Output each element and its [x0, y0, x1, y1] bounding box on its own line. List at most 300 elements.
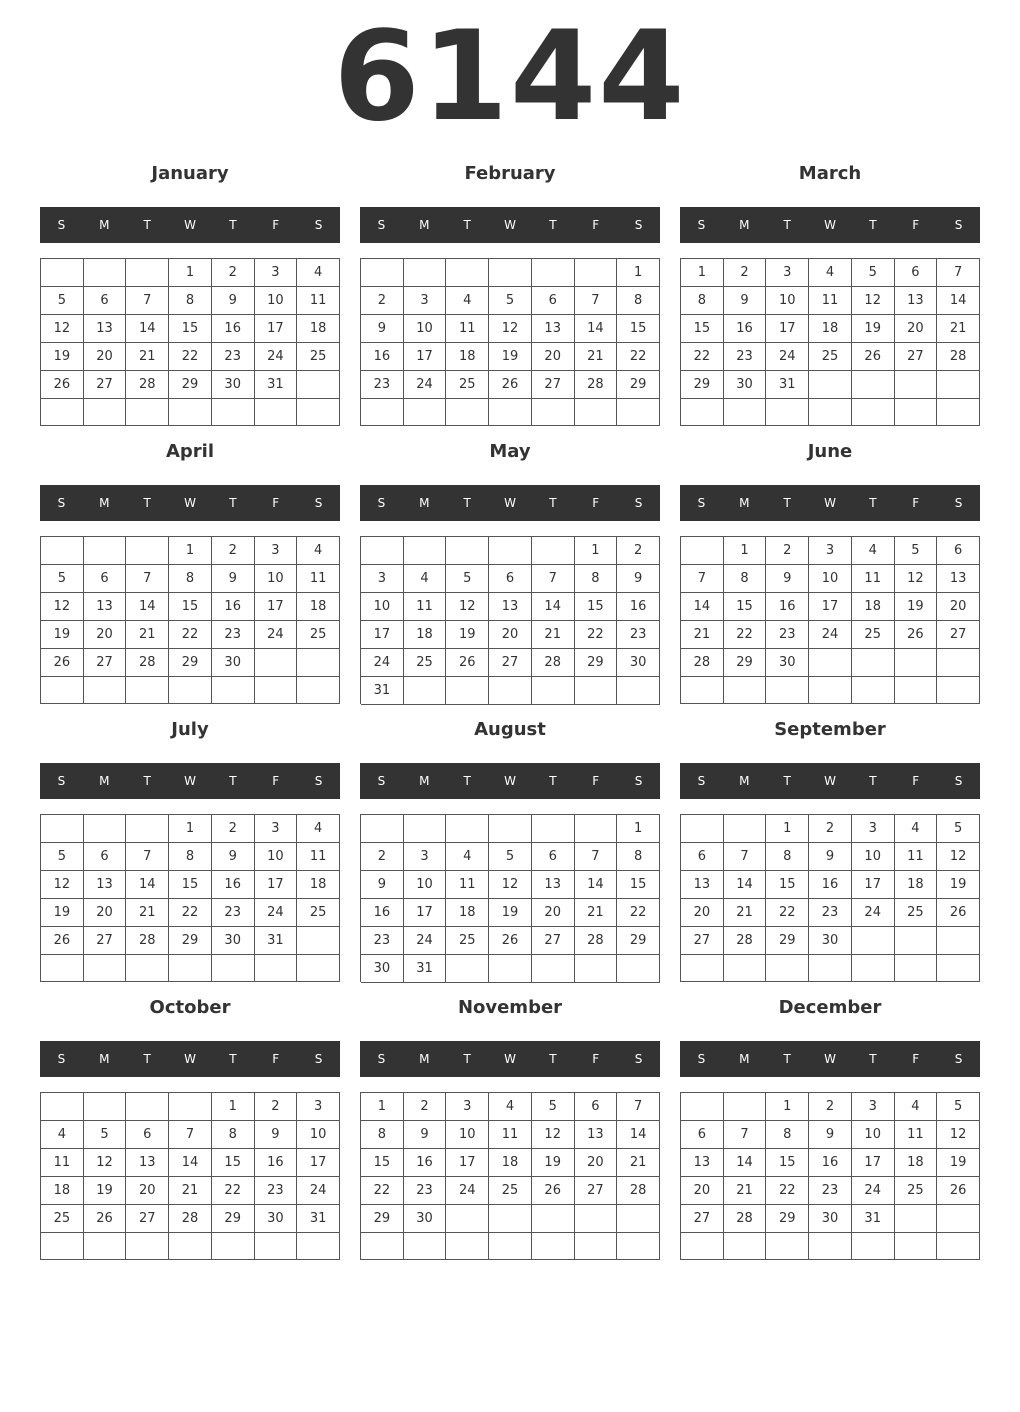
weekday-label: S	[697, 774, 706, 788]
day-cell: 31	[255, 927, 298, 955]
day-cell: 19	[895, 593, 938, 621]
day-cell: 11	[489, 1121, 532, 1149]
day-cell: 8	[681, 287, 724, 315]
empty-cell	[617, 1233, 660, 1260]
empty-cell	[937, 927, 980, 955]
day-cell: 6	[681, 1121, 724, 1149]
day-cell: 29	[617, 927, 660, 955]
empty-cell	[532, 677, 575, 705]
empty-cell	[937, 399, 980, 426]
empty-cell	[766, 399, 809, 426]
empty-cell	[575, 1205, 618, 1233]
day-cell: 21	[724, 1177, 767, 1205]
weekday-label: F	[592, 218, 600, 232]
day-cell: 28	[724, 1205, 767, 1233]
empty-cell	[169, 1093, 212, 1121]
day-cell: 18	[297, 593, 340, 621]
day-cell: 25	[446, 371, 489, 399]
day-cell: 27	[84, 371, 127, 399]
day-cell: 1	[681, 259, 724, 287]
day-grid	[40, 814, 340, 982]
day-cell: 1	[361, 1093, 404, 1121]
day-cell: 1	[617, 259, 660, 287]
day-cell: 18	[446, 899, 489, 927]
day-cell: 24	[446, 1177, 489, 1205]
weekday-label: T	[869, 218, 877, 232]
weekday-label: T	[229, 1052, 237, 1066]
empty-cell	[297, 955, 340, 982]
weekday-label: W	[504, 1052, 516, 1066]
empty-cell	[126, 1093, 169, 1121]
day-cell: 15	[169, 315, 212, 343]
day-cell: 11	[404, 593, 447, 621]
empty-cell	[937, 1233, 980, 1260]
day-cell: 15	[169, 593, 212, 621]
day-grid	[360, 258, 660, 426]
day-grid	[360, 536, 660, 704]
day-cell: 26	[84, 1205, 127, 1233]
day-cell: 1	[766, 1093, 809, 1121]
day-cell: 14	[126, 871, 169, 899]
day-cell: 2	[255, 1093, 298, 1121]
weekday-label: T	[869, 496, 877, 510]
day-cell: 17	[255, 871, 298, 899]
day-cell: 10	[255, 843, 298, 871]
day-cell: 7	[126, 287, 169, 315]
weekday-header	[40, 207, 340, 243]
empty-cell	[297, 927, 340, 955]
day-cell: 5	[489, 843, 532, 871]
month-name: November	[457, 997, 563, 1018]
day-cell: 26	[852, 343, 895, 371]
day-cell: 22	[617, 343, 660, 371]
day-cell: 27	[84, 927, 127, 955]
day-cell: 17	[361, 621, 404, 649]
day-cell: 13	[532, 871, 575, 899]
weekday-label: T	[783, 218, 791, 232]
empty-cell	[41, 1093, 84, 1121]
empty-cell	[446, 537, 489, 565]
day-cell: 22	[212, 1177, 255, 1205]
day-cell: 1	[766, 815, 809, 843]
empty-cell	[446, 677, 489, 705]
weekday-label: W	[824, 218, 836, 232]
day-cell: 7	[724, 1121, 767, 1149]
day-cell: 3	[766, 259, 809, 287]
empty-cell	[532, 399, 575, 426]
empty-cell	[724, 399, 767, 426]
day-cell: 5	[41, 287, 84, 315]
weekday-label: T	[143, 1052, 151, 1066]
weekday-label: T	[869, 774, 877, 788]
empty-cell	[361, 537, 404, 565]
empty-cell	[532, 259, 575, 287]
day-cell: 28	[126, 927, 169, 955]
weekday-label: M	[99, 496, 110, 510]
weekday-label: M	[739, 1052, 750, 1066]
empty-cell	[404, 677, 447, 705]
empty-cell	[297, 371, 340, 399]
day-cell: 13	[681, 1149, 724, 1177]
empty-cell	[852, 677, 895, 704]
day-cell: 18	[809, 315, 852, 343]
day-cell: 25	[809, 343, 852, 371]
empty-cell	[41, 259, 84, 287]
weekday-label: T	[463, 496, 471, 510]
empty-cell	[297, 649, 340, 677]
day-cell: 8	[169, 565, 212, 593]
day-cell: 22	[681, 343, 724, 371]
day-cell: 25	[297, 621, 340, 649]
day-cell: 19	[532, 1149, 575, 1177]
month-name: August	[474, 719, 546, 740]
day-cell: 11	[297, 565, 340, 593]
day-cell: 19	[852, 315, 895, 343]
day-cell: 13	[575, 1121, 618, 1149]
day-cell: 24	[852, 899, 895, 927]
day-cell: 18	[446, 343, 489, 371]
day-cell: 25	[852, 621, 895, 649]
day-cell: 12	[489, 871, 532, 899]
empty-cell	[169, 955, 212, 982]
day-cell: 28	[126, 649, 169, 677]
empty-cell	[809, 1233, 852, 1260]
day-cell: 7	[681, 565, 724, 593]
day-cell: 13	[84, 315, 127, 343]
day-cell: 3	[404, 287, 447, 315]
empty-cell	[41, 1233, 84, 1260]
empty-cell	[126, 955, 169, 982]
month-name: May	[489, 441, 531, 462]
weekday-label: S	[57, 496, 66, 510]
empty-cell	[84, 815, 127, 843]
empty-cell	[84, 677, 127, 704]
day-cell: 12	[84, 1149, 127, 1177]
empty-cell	[212, 955, 255, 982]
empty-cell	[361, 399, 404, 426]
day-cell: 19	[489, 343, 532, 371]
empty-cell	[724, 1233, 767, 1260]
month-name: February	[464, 163, 556, 184]
day-cell: 11	[895, 843, 938, 871]
day-cell: 24	[255, 899, 298, 927]
empty-cell	[532, 1233, 575, 1260]
day-cell: 21	[169, 1177, 212, 1205]
day-cell: 12	[41, 315, 84, 343]
weekday-header	[680, 1041, 980, 1077]
day-cell: 15	[361, 1149, 404, 1177]
day-cell: 7	[532, 565, 575, 593]
weekday-header	[360, 763, 660, 799]
weekday-header	[680, 485, 980, 521]
day-cell: 26	[446, 649, 489, 677]
empty-cell	[937, 1205, 980, 1233]
empty-cell	[617, 399, 660, 426]
day-grid	[360, 1092, 660, 1260]
day-cell: 30	[212, 927, 255, 955]
weekday-label: T	[463, 774, 471, 788]
day-cell: 4	[297, 537, 340, 565]
weekday-label: M	[419, 496, 430, 510]
empty-cell	[766, 677, 809, 704]
day-cell: 25	[895, 899, 938, 927]
day-cell: 19	[446, 621, 489, 649]
empty-cell	[852, 371, 895, 399]
day-cell: 24	[852, 1177, 895, 1205]
day-cell: 3	[809, 537, 852, 565]
day-cell: 7	[169, 1121, 212, 1149]
empty-cell	[41, 677, 84, 704]
day-cell: 11	[297, 287, 340, 315]
empty-cell	[937, 955, 980, 982]
weekday-label: F	[912, 496, 920, 510]
day-cell: 25	[895, 1177, 938, 1205]
weekday-label: F	[272, 774, 280, 788]
empty-cell	[809, 955, 852, 982]
day-cell: 24	[766, 343, 809, 371]
day-cell: 8	[724, 565, 767, 593]
day-cell: 1	[617, 815, 660, 843]
day-cell: 1	[169, 537, 212, 565]
day-cell: 13	[532, 315, 575, 343]
empty-cell	[489, 399, 532, 426]
day-cell: 20	[489, 621, 532, 649]
day-cell: 20	[575, 1149, 618, 1177]
day-cell: 24	[404, 371, 447, 399]
day-cell: 1	[212, 1093, 255, 1121]
weekday-header	[680, 207, 980, 243]
empty-cell	[724, 1093, 767, 1121]
day-cell: 17	[404, 343, 447, 371]
empty-cell	[681, 399, 724, 426]
empty-cell	[809, 399, 852, 426]
empty-cell	[724, 677, 767, 704]
day-cell: 9	[724, 287, 767, 315]
empty-cell	[84, 1093, 127, 1121]
day-cell: 12	[532, 1121, 575, 1149]
day-cell: 21	[575, 343, 618, 371]
day-cell: 24	[404, 927, 447, 955]
day-cell: 5	[937, 815, 980, 843]
day-cell: 2	[404, 1093, 447, 1121]
empty-cell	[361, 259, 404, 287]
day-cell: 20	[84, 621, 127, 649]
empty-cell	[766, 955, 809, 982]
day-cell: 9	[212, 565, 255, 593]
day-cell: 6	[681, 843, 724, 871]
weekday-label: T	[869, 1052, 877, 1066]
day-cell: 18	[895, 1149, 938, 1177]
day-cell: 19	[937, 1149, 980, 1177]
day-cell: 10	[852, 843, 895, 871]
day-cell: 1	[724, 537, 767, 565]
day-cell: 19	[84, 1177, 127, 1205]
empty-cell	[617, 677, 660, 705]
day-cell: 12	[937, 1121, 980, 1149]
day-cell: 10	[404, 315, 447, 343]
empty-cell	[532, 955, 575, 983]
empty-cell	[404, 537, 447, 565]
day-cell: 24	[361, 649, 404, 677]
day-cell: 10	[297, 1121, 340, 1149]
day-cell: 14	[575, 315, 618, 343]
empty-cell	[895, 955, 938, 982]
empty-cell	[532, 1205, 575, 1233]
day-cell: 16	[766, 593, 809, 621]
day-cell: 23	[404, 1177, 447, 1205]
day-cell: 25	[41, 1205, 84, 1233]
day-cell: 4	[446, 287, 489, 315]
day-cell: 9	[766, 565, 809, 593]
day-cell: 3	[255, 259, 298, 287]
weekday-label: F	[592, 774, 600, 788]
empty-cell	[84, 259, 127, 287]
day-cell: 29	[724, 649, 767, 677]
day-cell: 9	[404, 1121, 447, 1149]
empty-cell	[895, 649, 938, 677]
day-cell: 5	[489, 287, 532, 315]
day-cell: 27	[681, 927, 724, 955]
day-cell: 5	[84, 1121, 127, 1149]
day-cell: 28	[724, 927, 767, 955]
day-cell: 2	[809, 1093, 852, 1121]
day-cell: 17	[852, 1149, 895, 1177]
day-cell: 6	[937, 537, 980, 565]
day-cell: 17	[255, 315, 298, 343]
day-cell: 14	[617, 1121, 660, 1149]
day-cell: 19	[489, 899, 532, 927]
year-title: 6144	[333, 5, 687, 149]
day-cell: 9	[255, 1121, 298, 1149]
day-cell: 10	[852, 1121, 895, 1149]
day-cell: 6	[84, 565, 127, 593]
weekday-label: S	[314, 496, 323, 510]
day-grid	[680, 814, 980, 982]
day-grid	[680, 1092, 980, 1260]
day-cell: 25	[297, 899, 340, 927]
month-name: April	[165, 441, 215, 462]
day-cell: 19	[41, 621, 84, 649]
day-cell: 2	[212, 259, 255, 287]
empty-cell	[809, 371, 852, 399]
day-cell: 22	[169, 343, 212, 371]
weekday-label: S	[697, 496, 706, 510]
empty-cell	[255, 955, 298, 982]
day-cell: 5	[41, 843, 84, 871]
day-cell: 15	[681, 315, 724, 343]
weekday-label: F	[592, 1052, 600, 1066]
empty-cell	[489, 259, 532, 287]
empty-cell	[575, 259, 618, 287]
day-cell: 21	[532, 621, 575, 649]
weekday-label: S	[954, 218, 963, 232]
day-cell: 22	[169, 899, 212, 927]
weekday-label: T	[143, 218, 151, 232]
weekday-label: T	[229, 496, 237, 510]
empty-cell	[297, 399, 340, 426]
day-cell: 29	[169, 371, 212, 399]
day-cell: 12	[446, 593, 489, 621]
day-cell: 22	[617, 899, 660, 927]
day-cell: 10	[361, 593, 404, 621]
empty-cell	[212, 399, 255, 426]
day-cell: 9	[809, 843, 852, 871]
empty-cell	[404, 259, 447, 287]
day-cell: 15	[766, 1149, 809, 1177]
weekday-label: S	[954, 496, 963, 510]
day-cell: 29	[169, 649, 212, 677]
empty-cell	[852, 399, 895, 426]
day-cell: 28	[617, 1177, 660, 1205]
empty-cell	[446, 1233, 489, 1260]
day-cell: 4	[446, 843, 489, 871]
day-cell: 10	[809, 565, 852, 593]
day-cell: 29	[575, 649, 618, 677]
day-cell: 30	[809, 927, 852, 955]
weekday-label: W	[504, 774, 516, 788]
day-cell: 4	[489, 1093, 532, 1121]
weekday-header	[680, 763, 980, 799]
day-grid	[40, 1092, 340, 1260]
day-cell: 2	[617, 537, 660, 565]
empty-cell	[255, 649, 298, 677]
empty-cell	[937, 677, 980, 704]
day-cell: 30	[724, 371, 767, 399]
empty-cell	[895, 927, 938, 955]
empty-cell	[681, 815, 724, 843]
day-cell: 21	[724, 899, 767, 927]
weekday-label: M	[99, 218, 110, 232]
weekday-label: F	[272, 496, 280, 510]
weekday-label: W	[184, 1052, 196, 1066]
month-name: June	[807, 441, 853, 462]
weekday-label: T	[463, 218, 471, 232]
day-grid	[680, 536, 980, 704]
weekday-label: W	[184, 774, 196, 788]
day-cell: 2	[361, 843, 404, 871]
day-cell: 10	[255, 287, 298, 315]
day-cell: 7	[575, 287, 618, 315]
day-cell: 26	[41, 649, 84, 677]
day-cell: 10	[446, 1121, 489, 1149]
empty-cell	[489, 1205, 532, 1233]
day-cell: 29	[766, 927, 809, 955]
day-cell: 27	[489, 649, 532, 677]
day-cell: 30	[361, 955, 404, 983]
day-cell: 26	[41, 371, 84, 399]
day-cell: 2	[361, 287, 404, 315]
weekday-label: S	[314, 1052, 323, 1066]
day-grid	[40, 536, 340, 704]
empty-cell	[297, 1233, 340, 1260]
day-cell: 6	[84, 843, 127, 871]
day-cell: 25	[404, 649, 447, 677]
empty-cell	[489, 955, 532, 983]
empty-cell	[575, 955, 618, 983]
empty-cell	[84, 399, 127, 426]
empty-cell	[126, 537, 169, 565]
day-cell: 16	[617, 593, 660, 621]
weekday-label: S	[314, 218, 323, 232]
day-cell: 29	[361, 1205, 404, 1233]
empty-cell	[681, 1093, 724, 1121]
day-cell: 27	[681, 1205, 724, 1233]
empty-cell	[575, 815, 618, 843]
weekday-label: T	[549, 774, 557, 788]
day-cell: 5	[41, 565, 84, 593]
day-cell: 8	[766, 843, 809, 871]
day-cell: 30	[212, 649, 255, 677]
